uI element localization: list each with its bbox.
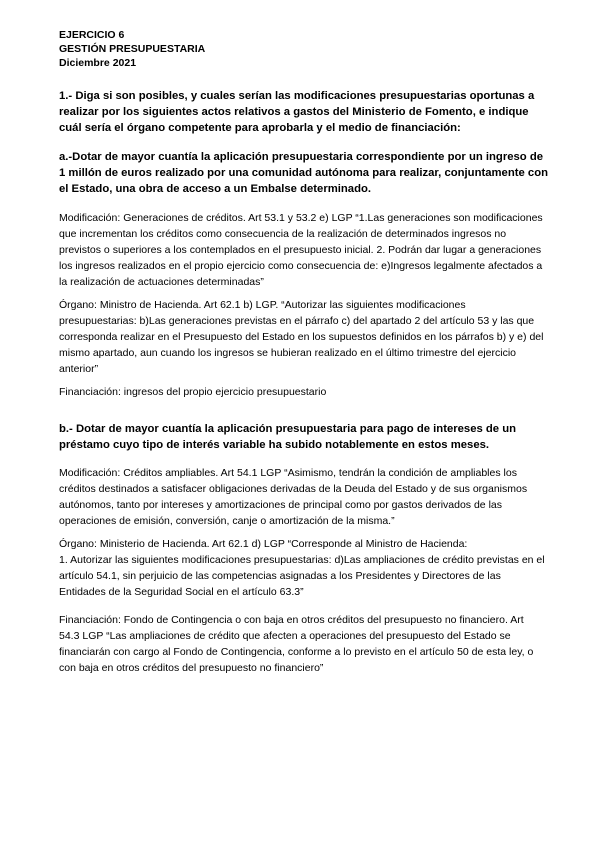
document-date: Diciembre 2021 [59, 57, 137, 69]
document-header [59, 28, 205, 70]
section-b-organo-intro: Órgano: Ministerio de Hacienda. Art 62.1 d) LGP “Corresponde al Ministro de Hacienda: [59, 538, 468, 550]
section-a-modificacion: Modificación: Generaciones de créditos. Art 53.1 y 53.2 e) LGP “1.Las generaciones son modificaciones que incrementan los créditos como consecuencia de la realización de determinados ingresos no previstos o superiores a los contemplados en el presupuesto inicial. 2. Podrán dar lugar a generaciones los ingresos realizados en el propio ejercicio como consecuencia de: e)Ingresos legalmente afectados a la realización de actuaciones determinadas” [59, 212, 543, 288]
section-b-modificacion: Modificación: Créditos ampliables. Art 54.1 LGP “Asimismo, tendrán la condición de ampliables los créditos destinados a satisfacer obligaciones derivadas de la Deuda del Estado y de sus organismos autónomos, tanto por intereses y amortizaciones de principal como por gastos derivados de las operaciones de emisión, conversión, canje o amortización de la misma.” [59, 467, 528, 527]
section-b-financiacion: Financiación: Fondo de Contingencia o con baja en otros créditos del presupuesto no financiero. Art 54.3 LGP “Las ampliaciones de crédito que afecten a operaciones del presupuesto del Estado se financiarán con cargo al Fondo de Contingencia, conforme a lo previsto en el artículo 50 de esta ley, o con baja en otros créditos del presupuesto no financiero” [59, 614, 534, 674]
section-a-statement: a.-Dotar de mayor cuantía la aplicación presupuestaria correspondiente por un ingreso de 1 millón de euros realizado por una comunidad autónoma para realizar, conjuntamente con el Estado, una obra de acceso a un Embalse determinado. [59, 151, 549, 195]
section-a-organo: Órgano: Ministro de Hacienda. Art 62.1 b) LGP. “Autorizar las siguientes modificaciones presupuestarias: b)Las generaciones previstas en el párrafo c) del apartado 2 del artículo 53 y las que corresponda realizar en el Presupuesto del Estado en los supuestos definidos en los párrafos b) y e) del mismo apartado, aun cuando los ingresos se hubieran realizado en el último trimestre del ejercicio anterior” [59, 299, 544, 375]
section-a-financiacion: Financiación: ingresos del propio ejercicio presupuestario [59, 386, 327, 398]
main-question: 1.- Diga si son posibles, y cuales serían las modificaciones presupuestarias oportunas a realizar por los siguientes actos relativos a gastos del Ministerio de Fomento, e indique cuál sería el órgano competente para aprobarla y el medio de financiación: [59, 90, 535, 134]
exercise-title: EJERCICIO 6 [59, 29, 125, 41]
section-b-statement: b.- Dotar de mayor cuantía la aplicación presupuestaria para pago de intereses de un préstamo cuyo tipo de interés variable ha subido notablemente en estos meses. [59, 423, 517, 451]
section-b-organo-text: 1. Autorizar las siguientes modificaciones presupuestarias: d)Las ampliaciones de crédito previstas en el artículo 54.1, sin perjuicio de las competencias asignadas a los Presidentes y Directores de las Entidades de la Seguridad Social en el artículo 63.3” [59, 554, 545, 598]
subject-title: GESTIÓN PRESUPUESTARIA [59, 43, 206, 55]
